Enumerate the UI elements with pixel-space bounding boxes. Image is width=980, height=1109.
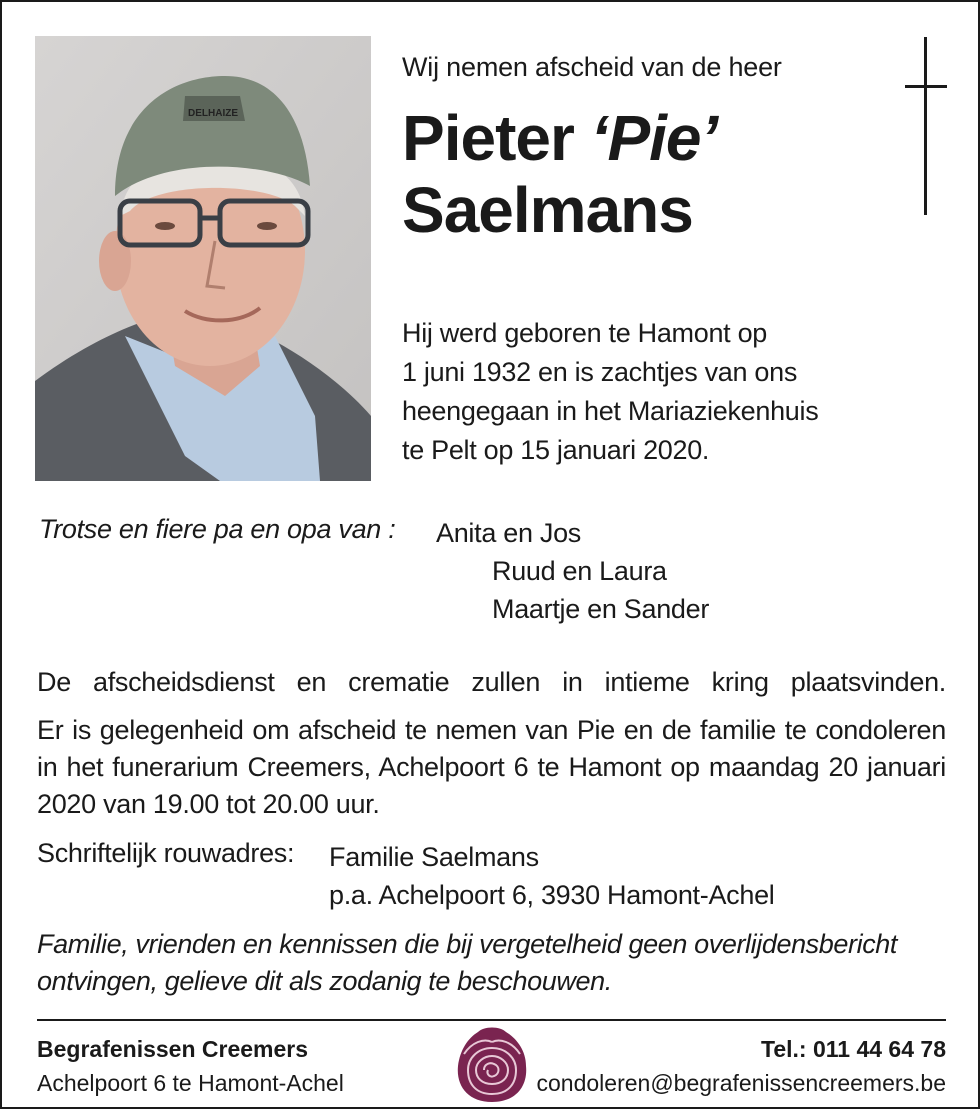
phone-number[interactable]: Tel.: 011 44 64 78 — [761, 1036, 946, 1062]
funeral-home-info — [37, 1032, 344, 1100]
funeral-home-address: Achelpoort 6 te Hamont-Achel — [37, 1070, 344, 1096]
address-label: Schriftelijk rouwadres: — [37, 838, 295, 868]
birth-info — [402, 314, 818, 470]
rose-icon — [454, 1024, 530, 1104]
birth-line: te Pelt op 15 januari 2020. — [402, 435, 710, 465]
funeral-home-name: Begrafenissen Creemers — [37, 1036, 309, 1062]
email-link[interactable]: condoleren@begrafenissencreemers.be — [536, 1070, 946, 1096]
cross-icon — [905, 37, 947, 215]
first-name: Pieter — [402, 102, 574, 174]
address-lines — [2, 838, 978, 914]
nickname: ‘Pie’ — [590, 102, 718, 174]
service-text: De afscheidsdienst en crematie zullen in intieme kring plaatsvinden. — [37, 667, 946, 697]
last-name: Saelmans — [402, 174, 693, 246]
cap-logo-text: DELHAIZE — [188, 108, 238, 119]
address-line: p.a. Achelpoort 6, 3930 Hamont-Achel — [329, 880, 775, 910]
family-name: Ruud en Laura — [492, 556, 667, 586]
footer-divider — [37, 1019, 946, 1021]
contact-info — [537, 1032, 946, 1100]
family-label: Trotse en fiere pa en opa van : — [39, 514, 396, 544]
notice-text: Familie, vrienden en kennissen die bij vergetelheid geen overlijdensbericht ontvingen, gelieve dit als zodanig te beschouwen. — [37, 929, 898, 996]
birth-line: Hij werd geboren te Hamont op — [402, 318, 768, 348]
family-name: Maartje en Sander — [492, 594, 710, 624]
intro-text: Wij nemen afscheid van de heer — [402, 52, 782, 82]
family-names — [436, 514, 709, 628]
birth-line: heengegaan in het Mariaziekenhuis — [402, 396, 819, 426]
birth-line: 1 juni 1932 en is zachtjes van ons — [402, 357, 798, 387]
portrait-photo — [35, 36, 371, 481]
deceased-name — [402, 102, 717, 246]
family-name: Anita en Jos — [436, 518, 581, 548]
address-line: Familie Saelmans — [329, 842, 539, 872]
condolence-text: Er is gelegenheid om afscheid te nemen van Pie en de familie te condoleren in het funerarium Creemers, Achelpoort 6 te Hamont op maandag 20 januari 2020 van 19.00 tot 20.00 uur. — [37, 715, 946, 819]
